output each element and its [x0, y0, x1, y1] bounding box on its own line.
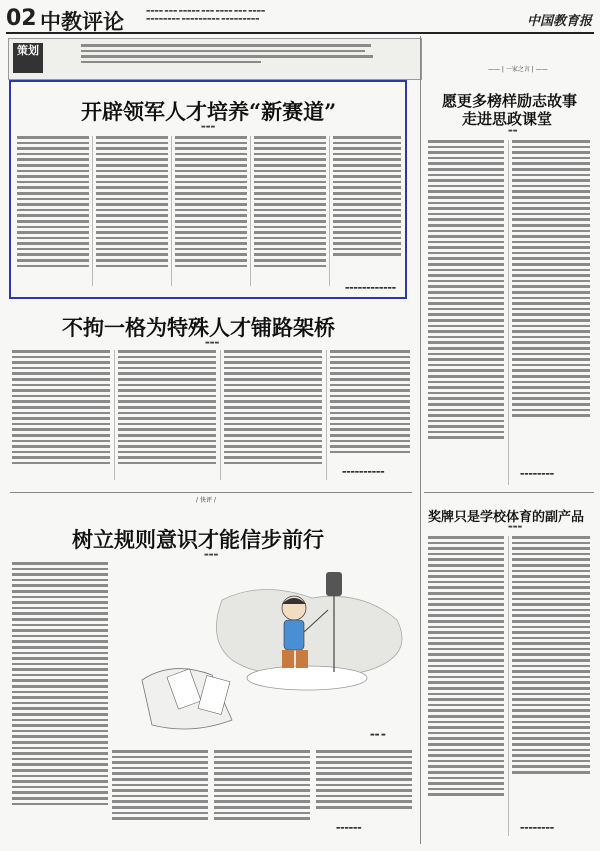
third-byline: ▬▬▬: [204, 552, 219, 558]
feature-col-1: [17, 136, 89, 286]
side-top-col-2: [512, 140, 590, 465]
side-bottom-col-2: [512, 536, 590, 816]
quick-comment-tag: / 快评 /: [196, 497, 216, 504]
feature-author-note: ▬▬▬▬▬▬▬▬▬▬▬▬: [345, 286, 397, 291]
second-col-4: [330, 350, 410, 468]
side-bottom-author-note: ▬▬▬▬▬▬▬▬: [520, 826, 555, 831]
column-label: 一家之言: [505, 66, 530, 73]
feature-col-4: [254, 136, 326, 286]
column-rule: [250, 136, 251, 286]
intro-text: [81, 44, 381, 66]
third-col-2: [112, 750, 208, 834]
side-top-headline-line2: 走进思政课堂: [462, 110, 553, 128]
second-col-2: [118, 350, 216, 480]
cartoon-signature: ▬▬ ▬: [370, 732, 386, 738]
second-headline: 不拘一格为特殊人才铺路架桥: [62, 315, 335, 340]
masthead: [6, 4, 594, 34]
second-col-3: [224, 350, 322, 480]
side-top-headline-line1: 愿更多榜样励志故事: [442, 92, 578, 110]
side-divider: [424, 492, 594, 493]
feature-col-3: [175, 136, 247, 286]
side-bottom-byline: ▬▬▬: [508, 524, 523, 530]
column-rule: [114, 350, 115, 480]
section-title: 中教评论: [40, 10, 124, 34]
second-byline: ▬▬▬: [205, 340, 220, 346]
cartoon-illustration: [112, 560, 432, 745]
third-col-1: [12, 562, 108, 834]
column-rule: [326, 350, 327, 480]
third-author-note: ▬▬▬▬▬▬: [336, 826, 362, 831]
column-rule: [171, 136, 172, 286]
third-col-3: [214, 750, 310, 834]
contact-info-line: ▬▬▬▬▬▬▬▬ ▬▬▬▬▬▬▬▬▬ ▬▬▬▬▬▬▬▬▬: [146, 17, 260, 22]
feature-headline: 开辟领军人才培养“新赛道”: [81, 99, 337, 124]
side-top-col-1: [428, 140, 504, 485]
paper-logo: [527, 10, 592, 29]
quick-comment-label: 快评: [199, 497, 212, 504]
third-col-4: [316, 750, 412, 822]
column-rule: [508, 536, 509, 836]
feature-col-2: [96, 136, 168, 286]
third-headline: 树立规则意识才能信步前行: [72, 527, 324, 552]
column-rule: [329, 136, 330, 286]
column-rule: [508, 140, 509, 485]
second-author-note: ▬▬▬▬▬▬▬▬▬▬: [342, 470, 385, 475]
cartoon-graphic: [112, 560, 432, 745]
paper-name: 中国教育报: [526, 14, 592, 29]
side-top-byline: ▬▬: [508, 128, 518, 134]
planning-badge: 策划: [13, 43, 43, 73]
feature-col-5: [333, 136, 401, 274]
column-rule: [92, 136, 93, 286]
side-bottom-col-1: [428, 536, 504, 836]
page-number: 02: [6, 6, 37, 31]
editor-info-line: ▬▬▬▬ ▬▬▬ ▬▬▬▬▬ ▬▬▬ ▬▬▬▬ ▬▬▬ ▬▬▬▬: [146, 9, 266, 14]
editorial-intro-box: [8, 38, 422, 80]
feature-byline: ▬▬▬: [201, 124, 216, 130]
feature-article: [9, 80, 407, 299]
side-bottom-headline: 奖牌只是学校体育的副产品: [428, 510, 585, 525]
side-top-author-note: ▬▬▬▬▬▬▬▬: [520, 472, 555, 477]
column-rule: [220, 350, 221, 480]
right-column-rule: [420, 36, 421, 844]
column-label-box: —— | 一家之言 | ——: [488, 66, 548, 73]
second-col-1: [12, 350, 110, 480]
section-divider: [10, 492, 412, 493]
